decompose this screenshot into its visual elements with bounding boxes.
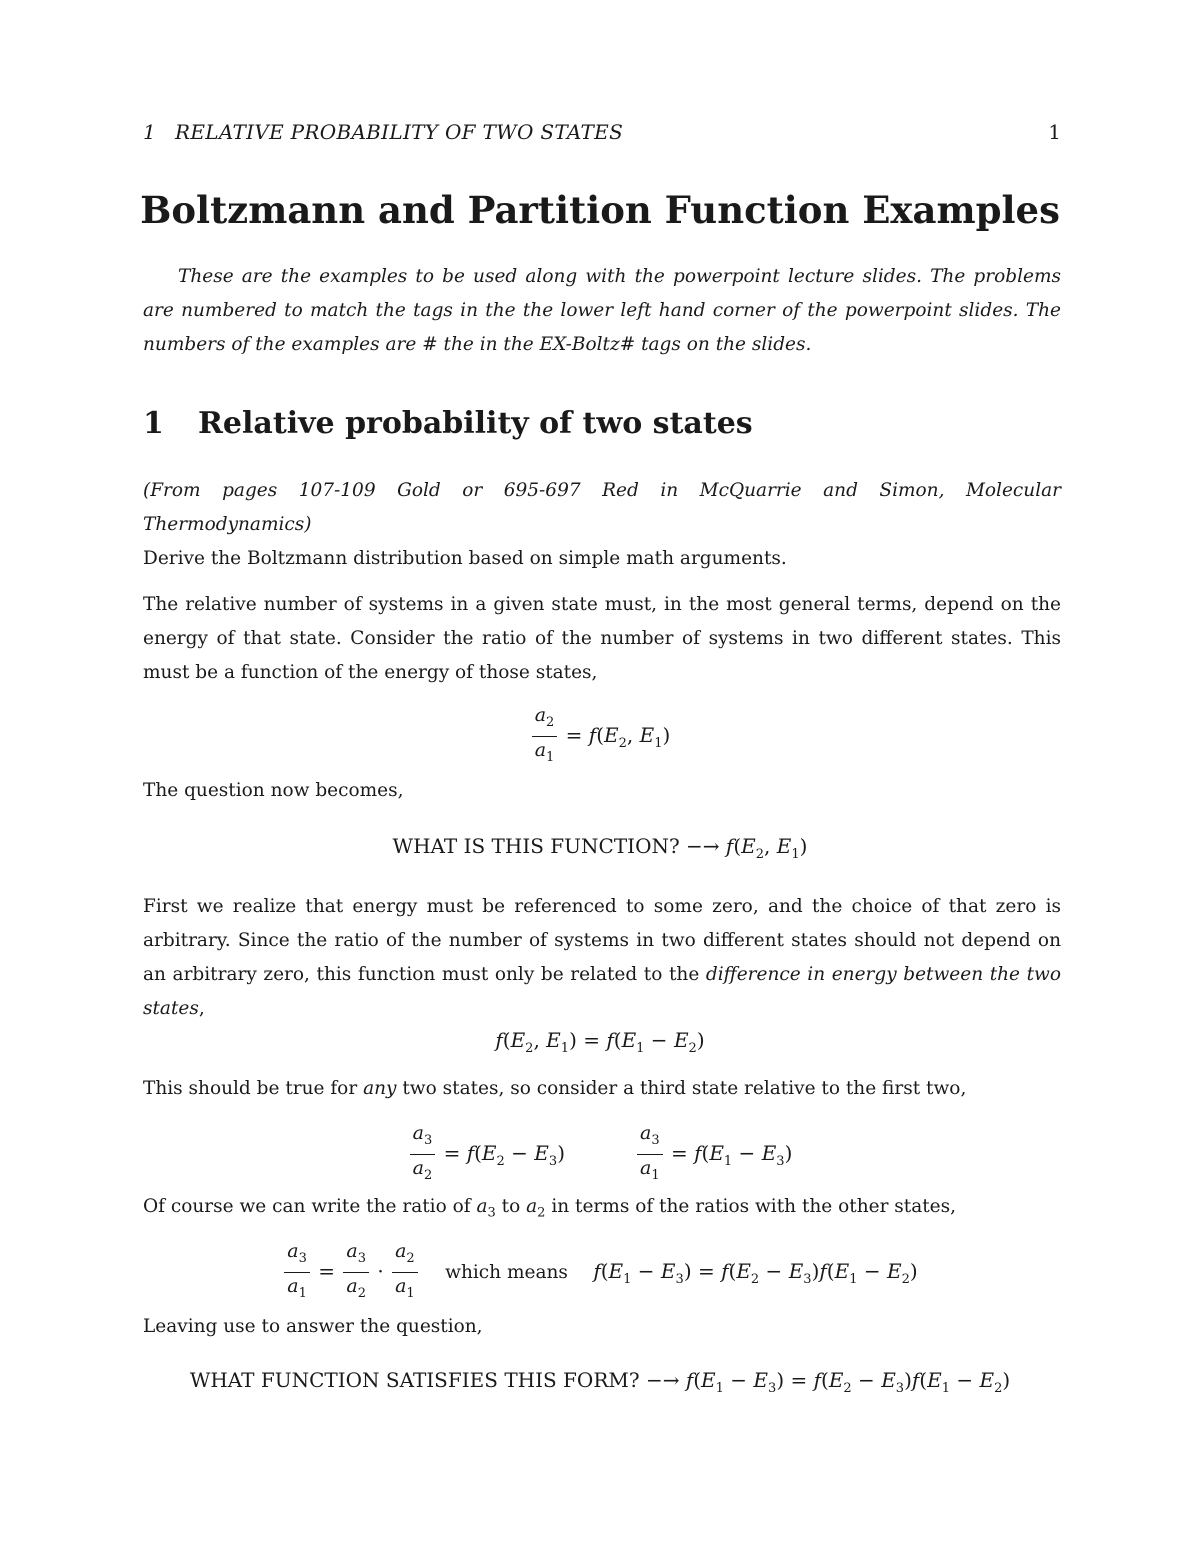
header-section-number: 1 (143, 120, 156, 144)
question2-text: WHAT FUNCTION SATISFIES THIS FORM? (189, 1368, 640, 1392)
fraction-a3-a1: $\frac{a_3}{a_1}$ (637, 1120, 663, 1189)
derive-text: Derive the Boltzmann distribution based on simple math arguments. (143, 548, 787, 569)
source-note: (From pages 107-109 Gold or 695-697 Red in McQuarrie and Simon, Molecular Thermodynamics) (143, 480, 1061, 535)
question-what-function-satisfies: WHAT FUNCTION SATISFIES THIS FORM? −→ $f(E_1 - E_3) = f(E_2 - E_3)f(E_1 - E_2)$ (189, 1368, 1011, 1396)
equation-third-state: $\frac{a_3}{a_2}$ = $f(E_2 - E_3)$ $\frac{a_3}{a_1}$ = $f(E_1 - E_3)$ (0, 1120, 1200, 1189)
question-what-function: WHAT IS THIS FUNCTION? −→ $f(E_2$, $E_1$) (392, 834, 808, 862)
equation-ratio-function: $\frac{a_2}{a_1}$ = $f(E_2$, $E_1$) (0, 702, 1200, 771)
leaving-text: Leaving use to answer the question, (143, 1316, 483, 1337)
first-realize-text: First we realize that energy must be referenced to some zero, and the choice of that zero is arbitrary. Since the ratio of the number of systems in two different states should not depend on an arbitrary zero, this function must only be related to the (143, 896, 1061, 985)
question-becomes-text: The question now becomes, (143, 780, 404, 801)
question1-text: WHAT IS THIS FUNCTION? (392, 834, 680, 858)
zero-reference-paragraph: First we realize that energy must be referenced to some zero, and the choice of that zero is arbitrary. Since the ratio of the number of systems in two different states should not depend on an arbitrary zero, this function must only be related to the difference in energy between the two states, (143, 896, 1061, 1019)
third-state-paragraph: This should be true for any two states, so consider a third state relative to the first two, (143, 1078, 967, 1099)
abstract (143, 260, 1061, 362)
emphasis-any: any (363, 1078, 397, 1099)
header-section-title: RELATIVE PROBABILITY OF TWO STATES (175, 120, 624, 144)
fraction-a3-a2: $\frac{a_3}{a_2}$ (410, 1120, 436, 1189)
page-number: 1 (1048, 120, 1061, 144)
relative-paragraph (143, 588, 1061, 690)
first-realize-emphasis: difference in energy between the two states (143, 964, 1061, 1019)
equation-difference: $f(E_2$, $E_1) = f(E_1 - E_2)$ (495, 1028, 705, 1056)
document-title: Boltzmann and Partition Function Examples (140, 188, 1060, 232)
ratio-paragraph: Of course we can write the ratio of $a_3$ to $a_2$ in terms of the ratios with the other states, (143, 1196, 957, 1221)
section-heading (143, 406, 753, 441)
running-header (143, 120, 1061, 148)
abstract-text: These are the examples to be used along with the powerpoint lecture slides. The problems are numbered to match the tags in the the lower left hand corner of the powerpoint slides. The numbers of the examples are # the in the EX-Boltz# tags on the slides. (143, 266, 1061, 355)
relative-text: The relative number of systems in a given state must, in the most general terms, depend on the energy of that state. Consider the ratio of the number of systems in two different states. This must be a function of the energy of those states, (143, 594, 1061, 683)
fraction-a2-a1: $\frac{a_2}{a_1}$ (532, 702, 558, 771)
which-means-text: which means (445, 1261, 568, 1283)
source-paragraph (143, 474, 1061, 576)
question-becomes-paragraph (143, 774, 1061, 808)
section-number: 1 (143, 406, 164, 441)
section-title: Relative probability of two states (198, 406, 753, 441)
leaving-paragraph (143, 1310, 1061, 1344)
equation-product: $\frac{a_3}{a_1}$ = $\frac{a_3}{a_2}$ · $\frac{a_2}{a_1}$ which means $f(E_1 - E_3) = f(E_2 - E_3)f(E_1 - E_2)$ (0, 1238, 1200, 1307)
